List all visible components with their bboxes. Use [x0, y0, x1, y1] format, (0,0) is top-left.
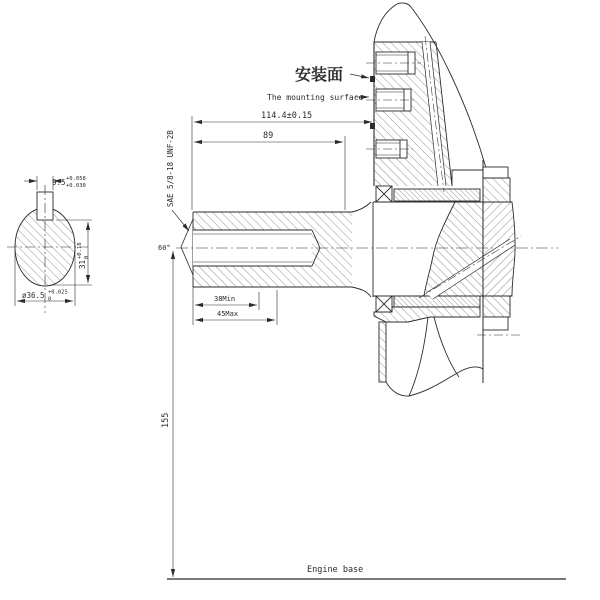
- dim-hole-depth: 45Max: [217, 310, 239, 318]
- main-bearing-bottom: [376, 296, 392, 312]
- mounting-surface-label-cn: 安装面: [295, 65, 344, 84]
- countersink-cone: [181, 219, 193, 275]
- seal-strip-top: [394, 189, 480, 201]
- case-wall-strip: [379, 322, 386, 382]
- dim-thread-depth: 38Min: [214, 295, 236, 303]
- chamfer-angle-label: 60°: [158, 244, 171, 252]
- seal-strip-bottom: [394, 296, 480, 307]
- engine-base-label: Engine base: [307, 565, 364, 575]
- keyway-depth-value: 31+0.180: [77, 242, 90, 269]
- thread-spec-leader: [172, 210, 189, 231]
- shaft-diameter-value: ø36.5 +0.025 0: [22, 289, 68, 303]
- shaft-section: [181, 202, 373, 297]
- dim-center-height: 155: [161, 412, 171, 428]
- mounting-surface-leader-cn: [350, 74, 369, 78]
- main-bearing-top: [376, 186, 392, 202]
- keyway-width-value: 9.5+0.058 +0.030: [52, 176, 86, 189]
- dim-overall-length: 114.4±0.15: [261, 111, 313, 121]
- face-stud-nub: [370, 123, 375, 129]
- thread-spec-label: SAE 5/8-18 UNF-2B: [166, 130, 175, 207]
- crankcase-section: [366, 3, 522, 396]
- mounting-surface-label-en: The mounting surface: [267, 93, 364, 102]
- dim-hub-length: 89: [263, 131, 274, 141]
